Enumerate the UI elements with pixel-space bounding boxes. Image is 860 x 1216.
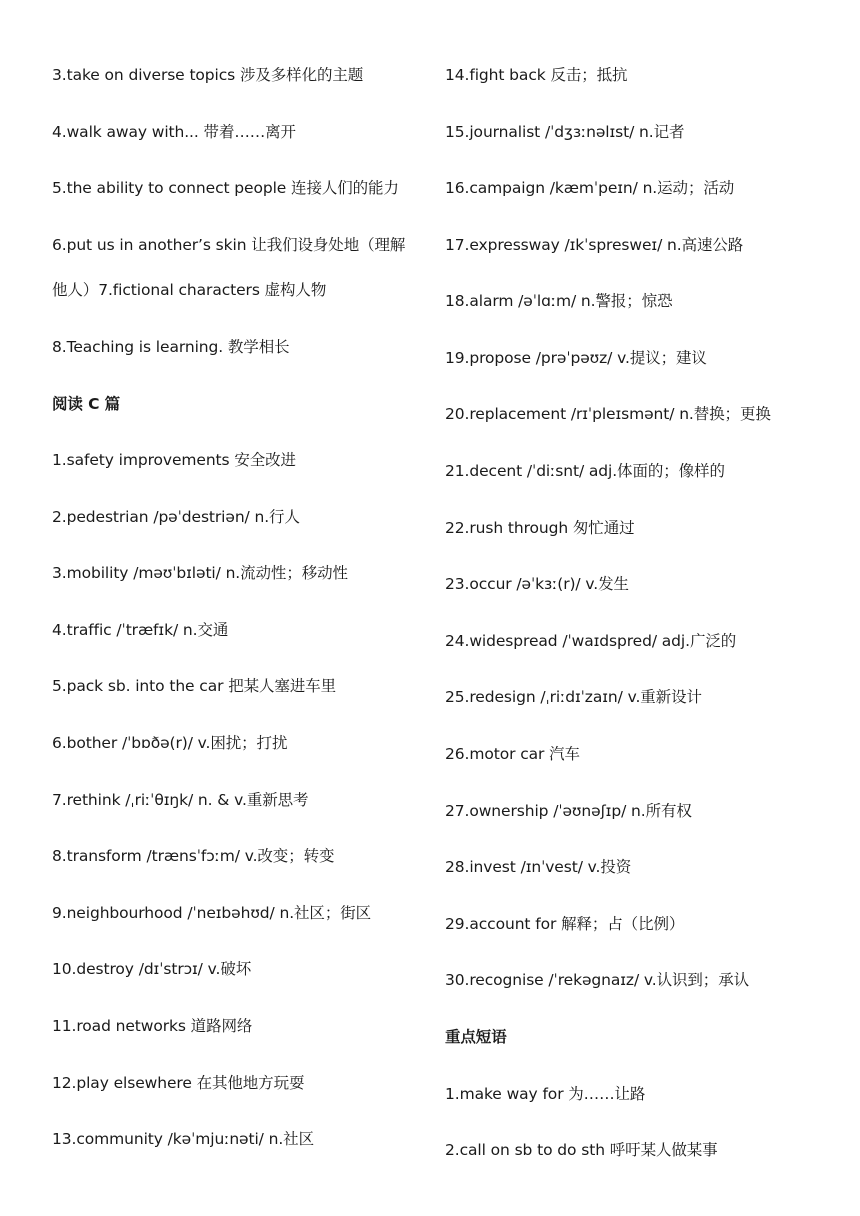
list-item: 2.pedestrian /pəˈdestriən/ n.行人 — [52, 508, 300, 526]
list-item: 他人）7.fictional characters 虚构人物 — [52, 281, 327, 299]
list-item: 16.campaign /kæmˈpeɪn/ n.运动；活动 — [445, 179, 735, 197]
list-item: 9.neighbourhood /ˈneɪbəhʊd/ n.社区；街区 — [52, 904, 372, 922]
list-item: 26.motor car 汽车 — [445, 745, 580, 763]
list-item: 1.make way for 为……让路 — [445, 1085, 646, 1103]
list-item: 10.destroy /dɪˈstrɔɪ/ v.破坏 — [52, 960, 252, 978]
list-item: 3.take on diverse topics 涉及多样化的主题 — [52, 66, 364, 84]
list-item: 4.traffic /ˈtræfɪk/ n.交通 — [52, 621, 229, 639]
list-item: 27.ownership /ˈəʊnəʃɪp/ n.所有权 — [445, 802, 692, 820]
list-item: 21.decent /ˈdiːsnt/ adj.体面的；像样的 — [445, 462, 725, 480]
section-heading: 阅读 C 篇 — [52, 395, 121, 413]
list-item: 6.bother /ˈbɒðə(r)/ v.困扰；打扰 — [52, 734, 288, 752]
list-item: 8.transform /trænsˈfɔːm/ v.改变；转变 — [52, 847, 335, 865]
list-item: 5.the ability to connect people 连接人们的能力 — [52, 179, 399, 197]
list-item: 15.journalist /ˈdʒɜːnəlɪst/ n.记者 — [445, 123, 685, 141]
list-item: 12.play elsewhere 在其他地方玩耍 — [52, 1074, 305, 1092]
section-heading: 重点短语 — [445, 1028, 507, 1046]
list-item: 20.replacement /rɪˈpleɪsmənt/ n.替换；更换 — [445, 405, 771, 423]
list-item: 17.expressway /ɪkˈspresweɪ/ n.高速公路 — [445, 236, 744, 254]
list-item: 1.safety improvements 安全改进 — [52, 451, 296, 469]
list-item: 19.propose /prəˈpəʊz/ v.提议；建议 — [445, 349, 707, 367]
list-item: 30.recognise /ˈrekəgnaɪz/ v.认识到；承认 — [445, 971, 749, 989]
list-item: 14.fight back 反击；抵抗 — [445, 66, 628, 84]
list-item: 5.pack sb. into the car 把某人塞进车里 — [52, 677, 337, 695]
list-item: 24.widespread /ˈwaɪdspred/ adj.广泛的 — [445, 632, 737, 650]
list-item: 29.account for 解释；占（比例） — [445, 915, 685, 933]
list-item: 8.Teaching is learning. 教学相长 — [52, 338, 290, 356]
list-item: 2.call on sb to do sth 呼吁某人做某事 — [445, 1141, 718, 1159]
list-item: 3.mobility /məʊˈbɪləti/ n.流动性；移动性 — [52, 564, 348, 582]
list-item: 4.walk away with... 带着……离开 — [52, 123, 296, 141]
list-item: 18.alarm /əˈlɑːm/ n.警报；惊恐 — [445, 292, 673, 310]
list-item: 7.rethink /ˌriːˈθɪŋk/ n. & v.重新思考 — [52, 791, 309, 809]
list-item: 28.invest /ɪnˈvest/ v.投资 — [445, 858, 632, 876]
list-item: 6.put us in another’s skin 让我们设身处地（理解 — [52, 236, 406, 254]
list-item: 23.occur /əˈkɜː(r)/ v.发生 — [445, 575, 629, 593]
list-item: 25.redesign /ˌriːdɪˈzaɪn/ v.重新设计 — [445, 688, 702, 706]
list-item: 22.rush through 匆忙通过 — [445, 519, 635, 537]
list-item: 11.road networks 道路网络 — [52, 1017, 253, 1035]
list-item: 13.community /kəˈmjuːnəti/ n.社区 — [52, 1130, 314, 1148]
